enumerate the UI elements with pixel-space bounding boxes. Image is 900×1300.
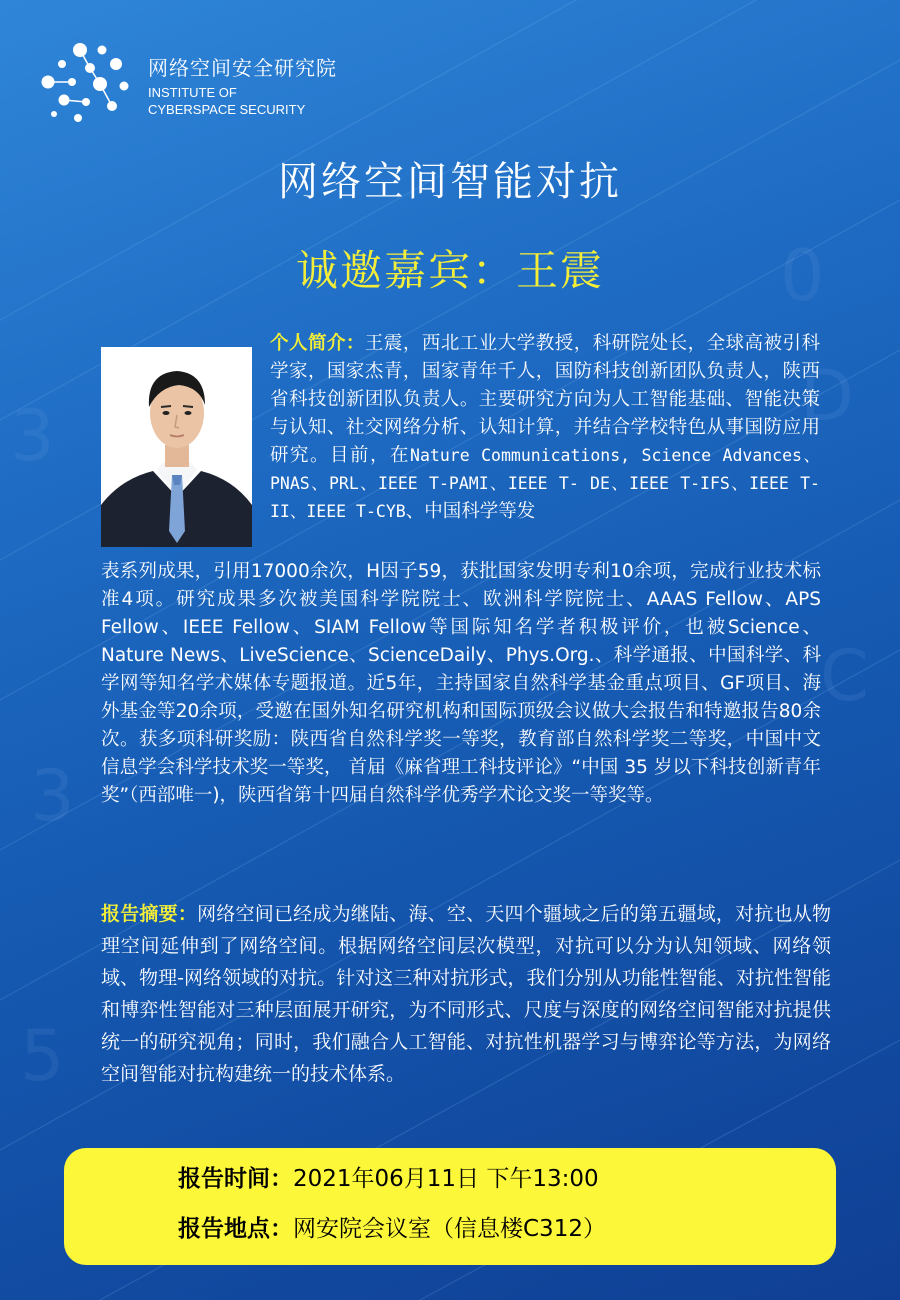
guest-invitation: 诚邀嘉宾：王震 bbox=[295, 246, 604, 295]
place-label: 报告地点： bbox=[178, 1216, 293, 1242]
bio-venues: Nature Communications, Science Advances、PNAS、PRL、IEEE T-PAMI、IEEE T- DE、IEEE T-IFS、IEEE T-II、IEEE T-CYB bbox=[270, 446, 820, 521]
report-location bbox=[178, 1210, 606, 1243]
institute-name-en-line2: CYBERSPACE SECURITY bbox=[148, 102, 306, 117]
institute-name-en bbox=[148, 84, 305, 118]
time-label: 报告时间： bbox=[178, 1166, 293, 1192]
institute-name-cn: 网络空间安全研究院 bbox=[148, 56, 337, 80]
report-abstract bbox=[101, 898, 831, 1090]
svg-text:D: D bbox=[800, 355, 854, 437]
time-value: 2021年06月11日 下午13:00 bbox=[293, 1166, 599, 1192]
abstract-label: 报告摘要： bbox=[101, 903, 198, 925]
bio-text-part1: 王震，西北工业大学教授，科研院处长，全球高被引科学家，国家杰青，国家青年千人，国防科技创新团队负责人，陕西省科技创新团队负责人。主要研究方向为人工智能基础、智能决策与认知、社交网络分析、认知计算，并结合学校特色从事国防应用研究。目前，在 bbox=[270, 333, 820, 466]
svg-text:3: 3 bbox=[10, 395, 55, 477]
svg-text:3: 3 bbox=[30, 755, 75, 837]
bio-label: 个人简介： bbox=[270, 333, 365, 354]
bio-text-part1-tail: 、中国科学等发 bbox=[405, 501, 536, 522]
abstract-text: 网络空间已经成为继陆、海、空、天四个疆域之后的第五疆域，对抗也从物理空间延伸到了网络空间。根据网络空间层次模型，对抗可以分为认知领域、网络领域、物理-网络领域的对抗。针对这三种对抗形式，我们分别从功能性智能、对抗性智能和博弈性智能对三种层面展开研究，为不同形式、尺度与深度的网络空间智能对抗提供统一的研究视角；同时，我们融合人工智能、对抗性机器学习与博弈论等方法，为网络空间智能对抗构建统一的技术体系。 bbox=[101, 903, 831, 1085]
institute-name-en-line1: INSTITUTE OF bbox=[148, 85, 237, 100]
speaker-bio-continued: 表系列成果，引用17000余次，H因子59，获批国家发明专利10余项，完成行业技术标准4项。研究成果多次被美国科学院院士、欧洲科学院院士、AAAS Fellow、APS Fellow、IEEE Fellow、SIAM Fellow等国际知名学者积极评价，也被Science、Nature News、LiveScience、ScienceDaily、Phys.Org.、科学通报、中国科学、科学网等知名学术媒体专题报道。近5年，主持国家自然科学基金重点项目、GF项目、海外基金等20余项，受邀在国外知名研究机构和国际顶级会议做大会报告和特邀报告80余次。获多项科研奖励：陕西省自然科学奖一等奖，教育部自然科学奖二等奖，中国中文信息学会科学技术奖一等奖， 首届《麻省理工科技评论》“中国 35 岁以下科技创新青年奖”（西部唯一)，陕西省第十四届自然科学优秀学术论文奖一等奖等。 bbox=[101, 561, 821, 806]
svg-text:C: C bbox=[820, 635, 869, 717]
speaker-portrait-icon bbox=[101, 347, 252, 547]
speaker-bio-intro bbox=[270, 330, 820, 526]
institute-logo-icon bbox=[38, 40, 138, 124]
svg-text:0: 0 bbox=[780, 235, 825, 317]
speaker-photo bbox=[101, 347, 252, 547]
report-info-box bbox=[64, 1148, 836, 1265]
svg-text:5: 5 bbox=[20, 1015, 65, 1097]
poster-title: 网络空间智能对抗 bbox=[278, 159, 622, 205]
report-time bbox=[178, 1160, 599, 1193]
place-value: 网安院会议室（信息楼C312） bbox=[293, 1216, 606, 1242]
